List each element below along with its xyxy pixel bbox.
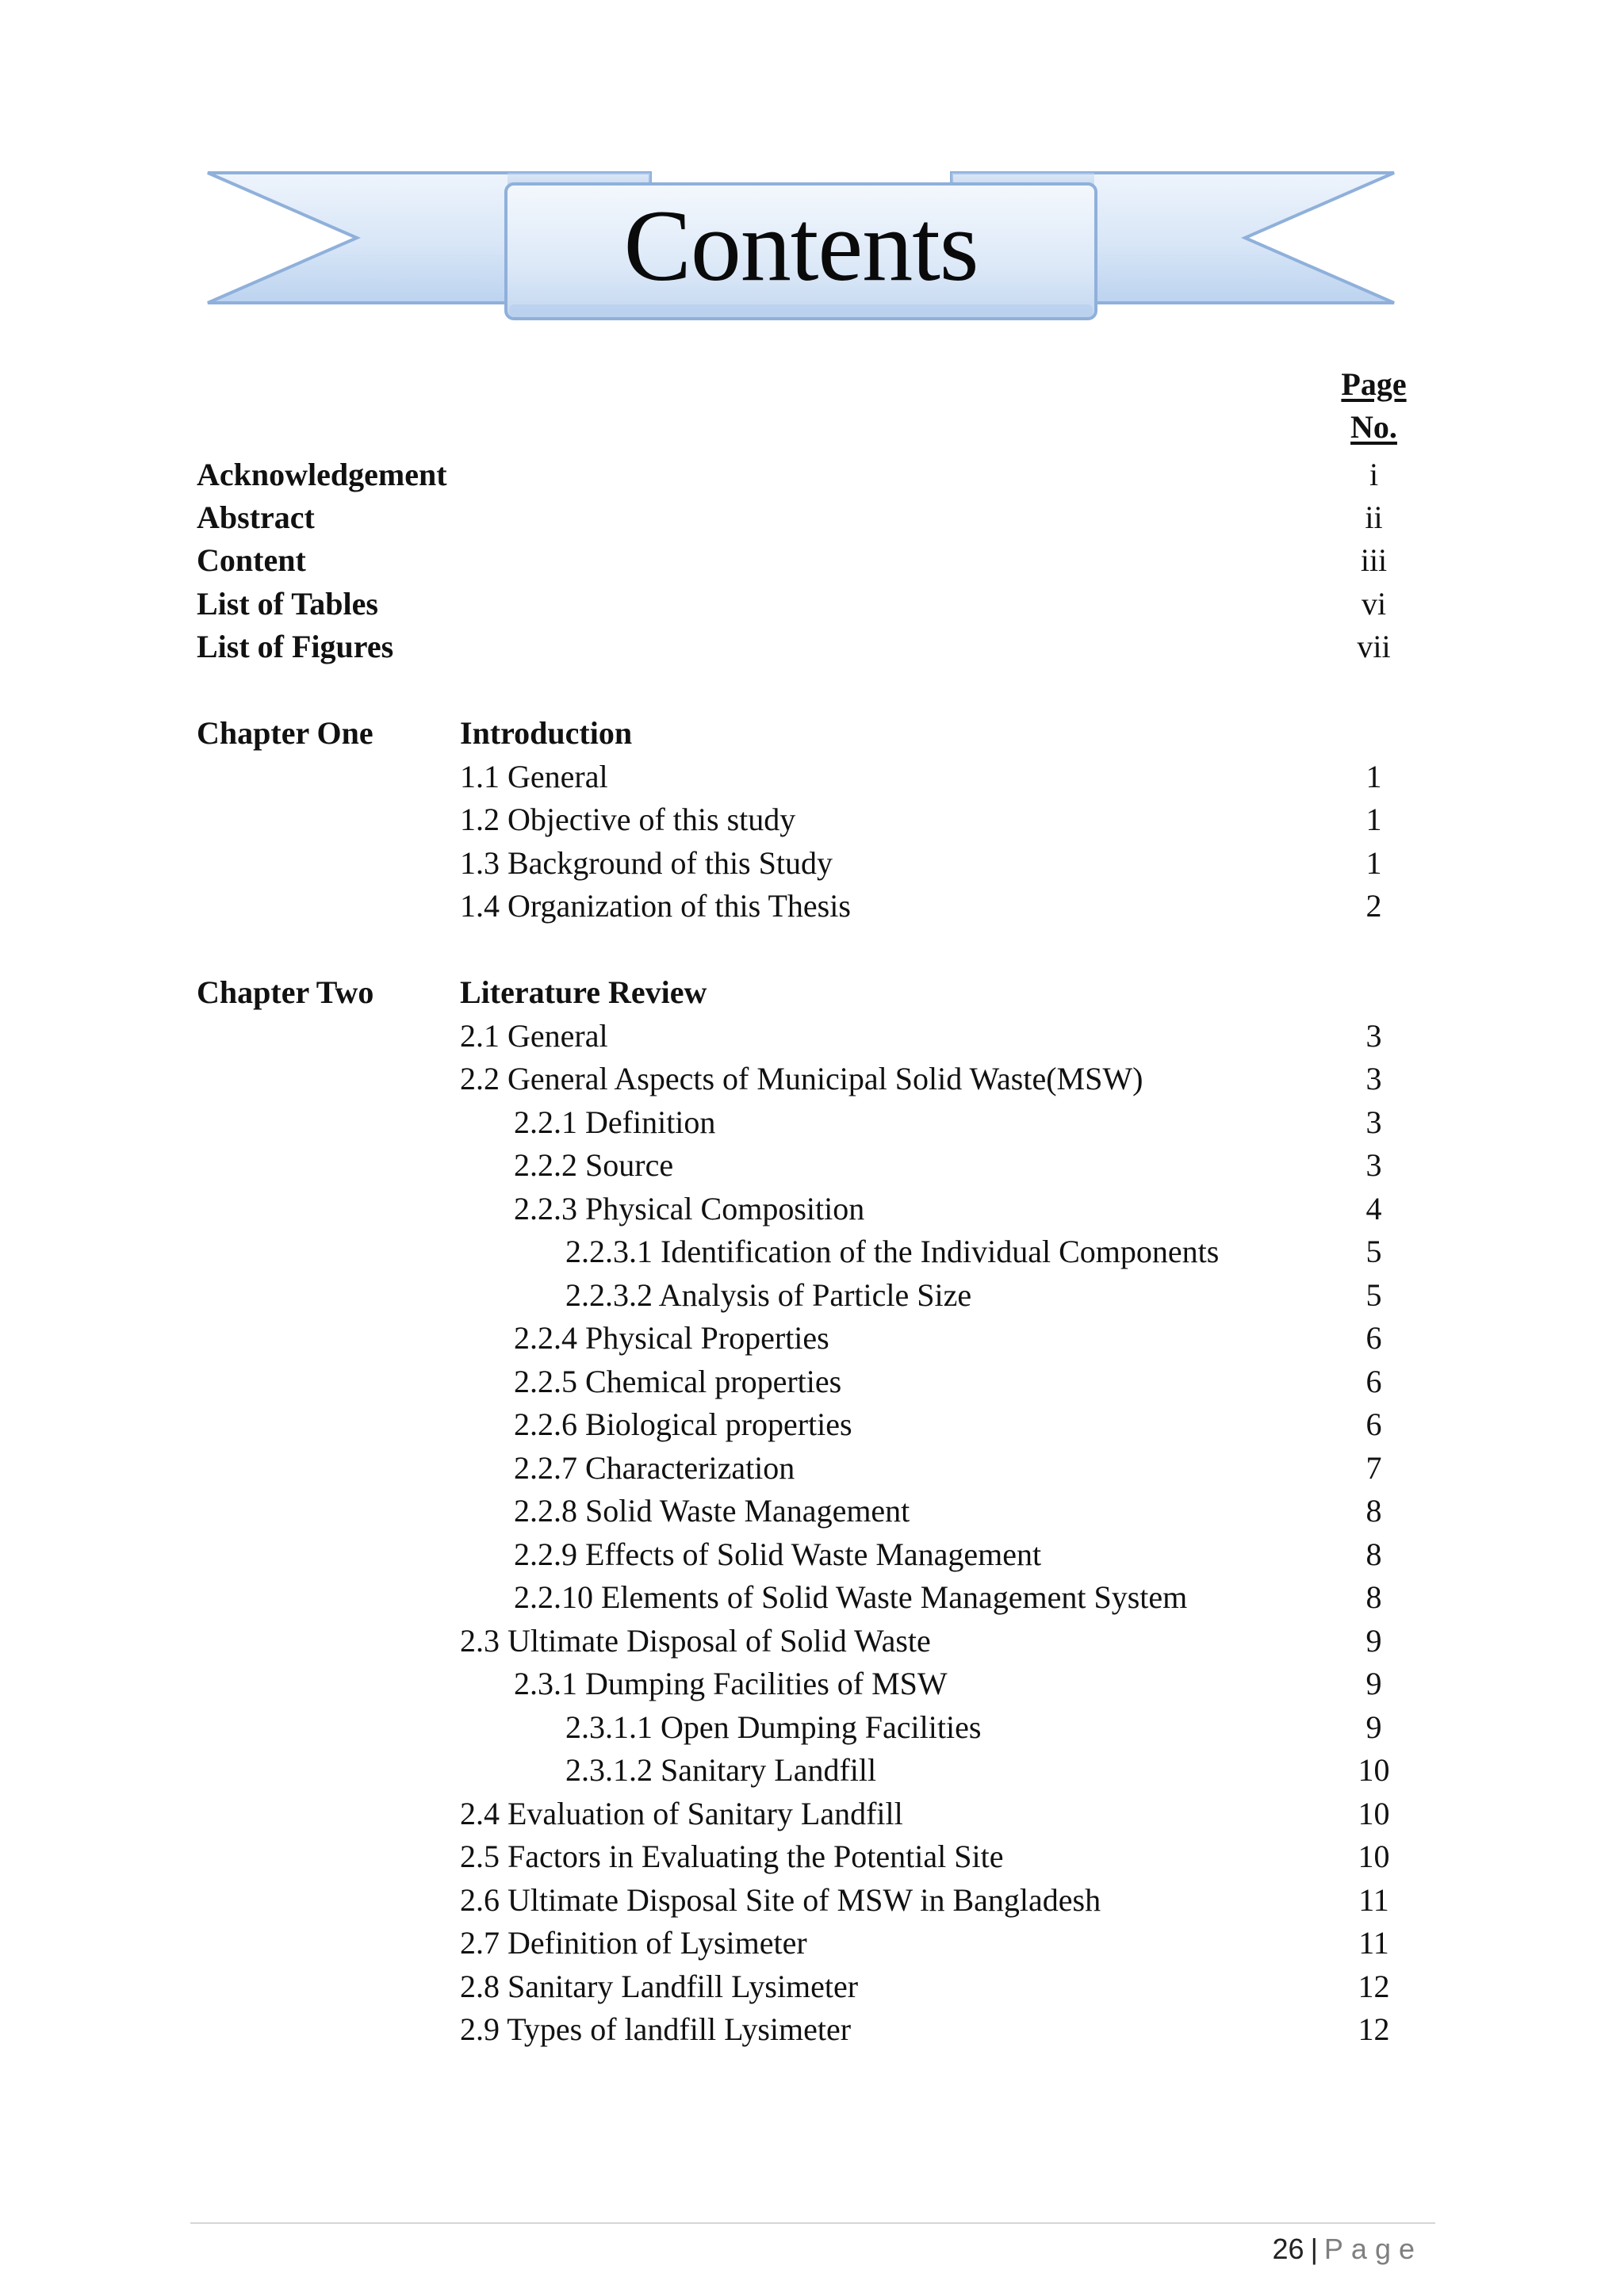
toc-label: 1.4 Organization of this Thesis <box>460 888 851 924</box>
toc-label: 2.4 Evaluation of Sanitary Landfill <box>460 1796 903 1831</box>
toc-row <box>0 1620 1624 1663</box>
page-header-line2: No. <box>1350 409 1397 445</box>
toc-label: 1.2 Objective of this study <box>460 802 796 837</box>
toc-row <box>0 1793 1624 1835</box>
toc-label: 2.3.1 Dumping Facilities of MSW <box>514 1666 948 1701</box>
chapter-name: Chapter Two <box>197 974 374 1010</box>
toc-row-front <box>0 453 1624 496</box>
toc-page: 5 <box>1365 1234 1382 1269</box>
toc-row <box>0 2008 1624 2051</box>
toc-page: iii <box>1360 542 1388 578</box>
toc-page: 2 <box>1365 888 1382 924</box>
page-footer <box>1273 2229 1423 2269</box>
toc-row <box>0 798 1624 841</box>
toc-label: 2.2.7 Characterization <box>514 1450 795 1486</box>
toc-row-front <box>0 583 1624 626</box>
toc-row <box>0 1576 1624 1619</box>
toc-row <box>0 1447 1624 1490</box>
toc-row <box>0 1058 1624 1100</box>
toc-row <box>0 1230 1624 1273</box>
toc-row <box>0 1879 1624 1922</box>
toc-page: 9 <box>1365 1623 1382 1659</box>
toc-label: List of Figures <box>197 629 394 664</box>
page-number-column-header <box>1293 363 1455 449</box>
toc-page: 10 <box>1358 1752 1390 1788</box>
toc-row <box>0 842 1624 885</box>
toc-row <box>0 1403 1624 1446</box>
toc-label: 2.2.3.2 Analysis of Particle Size <box>565 1277 972 1313</box>
toc-page: 7 <box>1365 1450 1382 1486</box>
toc-row <box>0 885 1624 928</box>
toc-label: Abstract <box>197 499 315 535</box>
page-header-line1: Page <box>1341 366 1407 402</box>
toc-row <box>0 1144 1624 1187</box>
toc-label: 2.8 Sanitary Landfill Lysimeter <box>460 1969 859 2004</box>
toc-label: 2.2.3 Physical Composition <box>514 1191 865 1226</box>
toc-label: 2.3.1.1 Open Dumping Facilities <box>565 1709 982 1745</box>
toc-page: 3 <box>1365 1018 1382 1054</box>
toc-page: ii <box>1365 499 1383 535</box>
toc-label: 2.2.6 Biological properties <box>514 1406 852 1442</box>
toc-row <box>0 1274 1624 1317</box>
toc-label: 2.6 Ultimate Disposal Site of MSW in Bangladesh <box>460 1882 1101 1918</box>
toc-row <box>0 1965 1624 2008</box>
toc-page: 3 <box>1365 1104 1382 1140</box>
toc-page: 6 <box>1365 1320 1382 1356</box>
footer-divider <box>190 2222 1435 2224</box>
toc-row <box>0 1706 1624 1749</box>
toc-page: 9 <box>1365 1709 1382 1745</box>
toc-label: 2.1 General <box>460 1018 608 1054</box>
toc-label: Content <box>197 542 306 578</box>
toc-page: vi <box>1361 586 1387 622</box>
toc-row <box>0 1490 1624 1533</box>
toc-page: 4 <box>1365 1191 1382 1226</box>
toc-label: 2.2.4 Physical Properties <box>514 1320 829 1356</box>
toc-label: Acknowledgement <box>197 457 447 492</box>
toc-row <box>0 1015 1624 1058</box>
toc-row-front <box>0 539 1624 582</box>
toc-label: 1.1 General <box>460 759 608 794</box>
toc-label: 2.2.8 Solid Waste Management <box>514 1493 910 1529</box>
toc-page: 1 <box>1365 802 1382 837</box>
toc-row <box>0 1922 1624 1965</box>
toc-page: 8 <box>1365 1579 1382 1615</box>
toc-row <box>0 1835 1624 1878</box>
footer-page-word: Page <box>1323 2233 1423 2265</box>
toc-label: 2.2.3.1 Identification of the Individual Components <box>565 1234 1220 1269</box>
toc-label: 2.3 Ultimate Disposal of Solid Waste <box>460 1623 931 1659</box>
toc-page: i <box>1369 457 1379 492</box>
toc-row <box>0 756 1624 798</box>
toc-page: 11 <box>1358 1882 1389 1918</box>
toc-page: 12 <box>1358 2011 1390 2047</box>
toc-page: 6 <box>1365 1406 1382 1442</box>
toc-page: 8 <box>1365 1536 1382 1572</box>
toc-label: 2.3.1.2 Sanitary Landfill <box>565 1752 877 1788</box>
toc-label: 2.2.2 Source <box>514 1147 674 1183</box>
toc-page: 12 <box>1358 1969 1390 2004</box>
toc-page: 11 <box>1358 1925 1389 1961</box>
toc-row <box>0 1533 1624 1576</box>
toc-page: 1 <box>1365 759 1382 794</box>
toc-page: 5 <box>1365 1277 1382 1313</box>
toc-page: 8 <box>1365 1493 1382 1529</box>
toc-label: 1.3 Background of this Study <box>460 845 833 881</box>
toc-page: 6 <box>1365 1364 1382 1399</box>
chapter-title: Introduction <box>460 715 633 751</box>
toc-label: 2.2.9 Effects of Solid Waste Management <box>514 1536 1042 1572</box>
chapter-name: Chapter One <box>197 715 373 751</box>
toc-page: vii <box>1357 629 1391 664</box>
toc-page: 9 <box>1365 1666 1382 1701</box>
toc-row <box>0 1101 1624 1144</box>
toc-page: 3 <box>1365 1061 1382 1096</box>
toc-label: 2.2.1 Definition <box>514 1104 716 1140</box>
chapter-heading-row <box>0 971 1624 1014</box>
toc-label: 2.5 Factors in Evaluating the Potential Site <box>460 1839 1004 1874</box>
toc-label: 2.7 Definition of Lysimeter <box>460 1925 807 1961</box>
toc-row <box>0 1663 1624 1705</box>
toc-row <box>0 1360 1624 1403</box>
chapter-heading-row <box>0 712 1624 755</box>
toc-page: 3 <box>1365 1147 1382 1183</box>
toc-page: 10 <box>1358 1796 1390 1831</box>
toc-row-front <box>0 496 1624 539</box>
toc-label: 2.2 General Aspects of Municipal Solid Waste(MSW) <box>460 1061 1143 1096</box>
toc-label: 2.2.10 Elements of Solid Waste Management System <box>514 1579 1188 1615</box>
contents-banner <box>198 159 1404 341</box>
toc-row <box>0 1188 1624 1230</box>
footer-page-number: 26 <box>1272 2233 1304 2265</box>
page-title: Contents <box>623 189 979 302</box>
toc-label: 2.2.5 Chemical properties <box>514 1364 842 1399</box>
toc-row <box>0 1749 1624 1792</box>
toc-label: 2.9 Types of landfill Lysimeter <box>460 2011 852 2047</box>
chapter-title: Literature Review <box>460 974 707 1010</box>
toc-row-front <box>0 626 1624 668</box>
toc-page: 10 <box>1358 1839 1390 1874</box>
toc-row <box>0 1317 1624 1360</box>
toc-label: List of Tables <box>197 586 378 622</box>
footer-separator: | <box>1310 2233 1318 2265</box>
toc-page: 1 <box>1365 845 1382 881</box>
